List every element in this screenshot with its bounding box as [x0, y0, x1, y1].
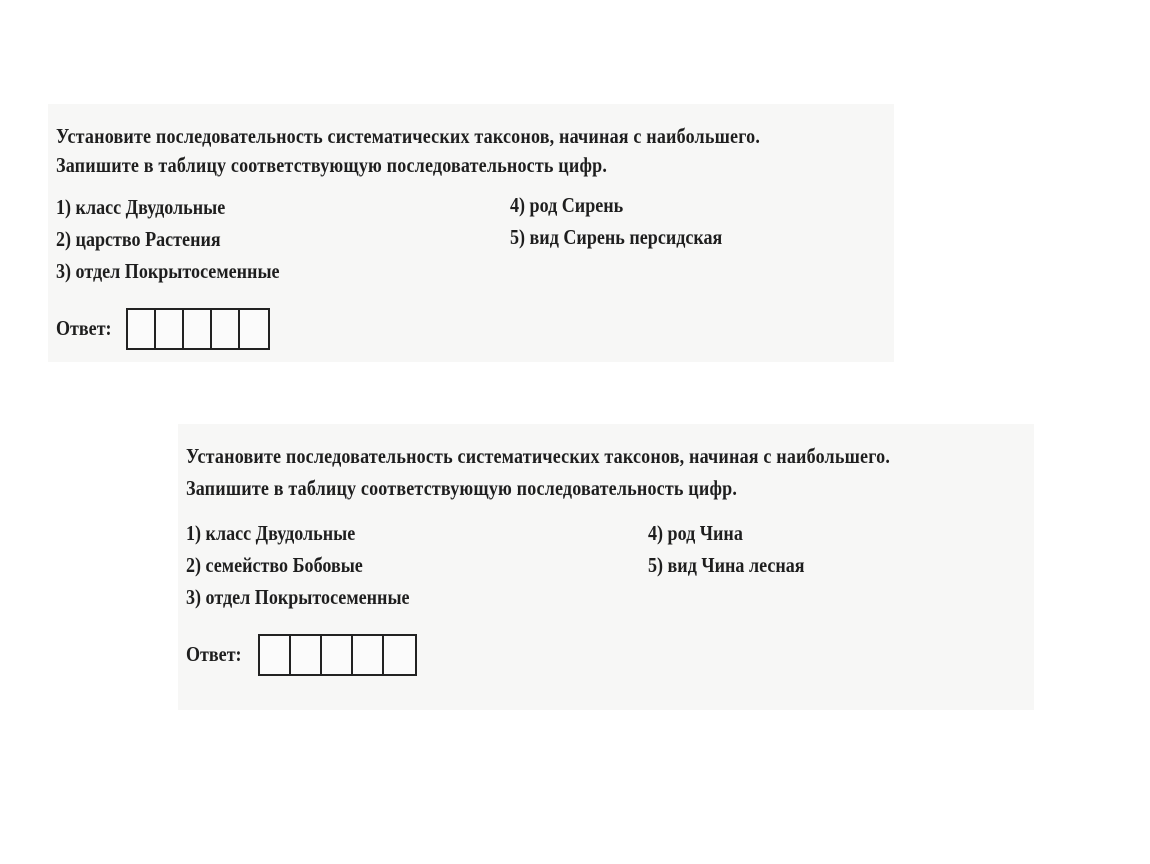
- answer-cell[interactable]: [353, 636, 384, 674]
- task-1-option-2: 2) царство Растения: [56, 227, 221, 251]
- task-1-option-5: 5) вид Сирень персидская: [510, 225, 723, 249]
- task-1-option-3: 3) отдел Покрытосеменные: [56, 259, 280, 283]
- task-2-option-5: 5) вид Чина лесная: [648, 553, 805, 577]
- task-2-option-4: 4) род Чина: [648, 521, 743, 545]
- answer-cell[interactable]: [156, 310, 184, 348]
- task-2-instruction-line2: Запишите в таблицу соответствующую последовательность цифр.: [186, 476, 738, 500]
- task-2-option-1: 1) класс Двудольные: [186, 521, 356, 545]
- answer-cell[interactable]: [260, 636, 291, 674]
- task-2-answer-label: Ответ:: [186, 642, 242, 666]
- task-1-option-4: 4) род Сирень: [510, 193, 624, 217]
- answer-cell[interactable]: [240, 310, 268, 348]
- task-2-instruction-line1: Установите последовательность систематических таксонов, начиная с наибольшего.: [186, 444, 891, 468]
- task-1-answer-label: Ответ:: [56, 316, 112, 340]
- task-1-instruction-line1: Установите последовательность систематических таксонов, начиная с наибольшего.: [56, 124, 761, 148]
- task-2-option-3: 3) отдел Покрытосеменные: [186, 585, 410, 609]
- task-2-option-2: 2) семейство Бобовые: [186, 553, 363, 577]
- task-2: [178, 424, 1034, 710]
- answer-cell[interactable]: [184, 310, 212, 348]
- answer-cell[interactable]: [322, 636, 353, 674]
- task-1-instruction-line2: Запишите в таблицу соответствующую последовательность цифр.: [56, 153, 608, 177]
- task-1: [48, 104, 894, 362]
- answer-cell[interactable]: [384, 636, 415, 674]
- answer-cell[interactable]: [291, 636, 322, 674]
- task-1-option-1: 1) класс Двудольные: [56, 195, 226, 219]
- answer-cell[interactable]: [212, 310, 240, 348]
- answer-cell[interactable]: [128, 310, 156, 348]
- task-1-answer-grid: [126, 308, 270, 350]
- task-2-answer-grid: [258, 634, 417, 676]
